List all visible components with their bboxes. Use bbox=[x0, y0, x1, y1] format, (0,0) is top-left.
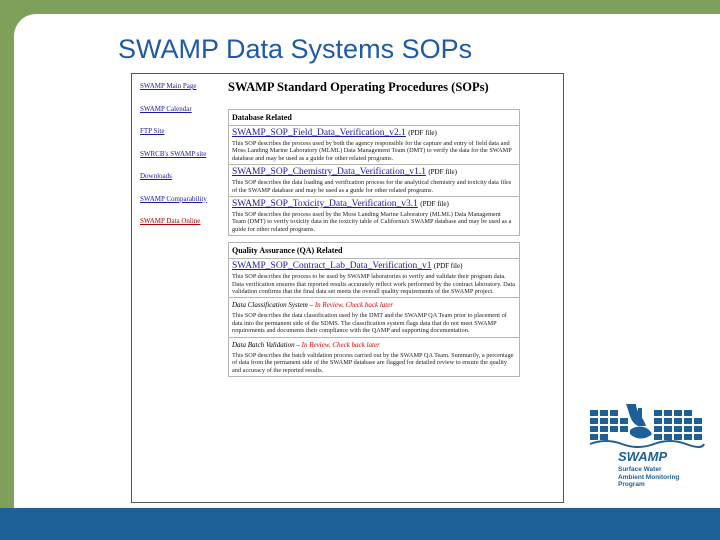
nav-link-data-online[interactable]: SWAMP Data Online bbox=[140, 217, 201, 225]
frame-left bbox=[0, 0, 14, 540]
slide-title: SWAMP Data Systems SOPs bbox=[118, 34, 473, 64]
logo-tagline: Surface Water Ambient Monitoring Program bbox=[618, 466, 680, 488]
file-type: (PDF file) bbox=[408, 129, 437, 137]
section-heading: Database Related bbox=[229, 110, 519, 126]
sop-description: This SOP describes the process used by the Moss Landing Marine Laboratory (MLML) Data Management Team (DMT) to verify toxicity data in the toxicity table of California's SWAMP database and may be used as a guide for other related programs. bbox=[232, 211, 512, 233]
sop-link[interactable]: SWAMP_SOP_Toxicity_Data_Verification_v3.1 bbox=[232, 199, 418, 210]
nav-link-calendar[interactable]: SWAMP Calendar bbox=[140, 104, 192, 113]
file-type: (PDF file) bbox=[420, 200, 449, 209]
page-title: SWAMP Standard Operating Procedures (SOPs) bbox=[228, 80, 489, 94]
status-text: In Review, Check back later bbox=[314, 301, 394, 310]
section-qa bbox=[228, 242, 520, 377]
sop-link[interactable]: SWAMP_SOP_Chemistry_Data_Verification_v1.1 bbox=[232, 167, 426, 178]
sop-name: Data Batch Validation bbox=[232, 340, 295, 349]
file-type: (PDF file) bbox=[433, 262, 463, 271]
nav-link-swrcb-site[interactable]: SWRCB's SWAMP site bbox=[140, 149, 207, 158]
sop-description: This SOP describes the process to be used by SWAMP laboratories to verify and validate their program data. Data verification ensures that reported results accurately reflect work performed by the contract laboratory. Data validation confirms that the final data set meets the overall quality requirements of the SWAMP project. bbox=[232, 273, 515, 296]
sop-name: Data Classification System bbox=[232, 301, 308, 310]
sop-link[interactable]: SWAMP_SOP_Field_Data_Verification_v2.1 bbox=[232, 128, 406, 138]
nav-link-downloads[interactable]: Downloads bbox=[140, 172, 172, 180]
section-database bbox=[228, 109, 520, 236]
sop-description: This SOP describes the data classification used by the DMT and the SWAMP QA Team prior to placement of data into the permanent side of the SDMS. The classification system flags data that do not meet SWAMP requirements and documents their compliance with the QAMP and supporting documentation. bbox=[232, 312, 507, 335]
sop-page-screenshot bbox=[131, 73, 564, 503]
sop-entry: Data Batch Validation – In Review, Check back later This SOP describes the batch validation process carried out by the SWAMP QA Team. Summarily, a percentage of data from the permanent side of the SWAMP database are flagged for detailed review to ensure the quality and accuracy of the reported results. bbox=[229, 338, 519, 376]
sop-entry bbox=[229, 197, 519, 235]
sop-entry bbox=[229, 259, 519, 298]
sop-description: This SOP describes the data loading and verification process for the analytical chemistry and toxicity data files of the SWAMP database and may be used as a guide for other related programs. bbox=[232, 179, 512, 194]
nav-link-comparability[interactable]: SWAMP Comparability bbox=[140, 194, 207, 203]
section-heading: Quality Assurance (QA) Related bbox=[229, 243, 519, 259]
file-type: (PDF file) bbox=[428, 168, 457, 177]
sidebar-nav bbox=[140, 82, 226, 240]
nav-link-ftp-site[interactable]: FTP Site bbox=[140, 127, 165, 135]
sop-description: This SOP describes the process used by both the agency responsible for the capture and entry of field data and Moss Landing Marine Laboratory (MLML) Data Management Team (DMT) to verify the data for the SWAMP database and may be used as a guide for other related programs. bbox=[232, 140, 512, 162]
sop-entry: Data Classification System – In Review, Check back later This SOP describes the data classification used by the DMT and the SWAMP QA Team prior to placement of data into the permanent side of the SDMS. The classification system flags data that do not meet SWAMP requirements and documents their compliance with the QAMP and supporting documentation. bbox=[229, 298, 519, 337]
sop-link[interactable]: SWAMP_SOP_Contract_Lab_Data_Verification_v1 bbox=[232, 261, 432, 272]
logo-word: SWAMP bbox=[618, 449, 668, 464]
nav-link-main-page[interactable]: SWAMP Main Page bbox=[140, 82, 197, 90]
bottom-bar bbox=[0, 508, 720, 540]
sop-content bbox=[228, 80, 520, 379]
status-text: In Review, Check back later bbox=[301, 340, 380, 349]
sop-description: This SOP describes the batch validation process carried out by the SWAMP QA Team. Summarily, a percentage of data from the permanent side of the SWAMP database are flagged for detailed review to ensure the quality and accuracy of the reported results. bbox=[232, 351, 514, 374]
sop-entry bbox=[229, 165, 519, 197]
sop-entry bbox=[229, 126, 519, 165]
